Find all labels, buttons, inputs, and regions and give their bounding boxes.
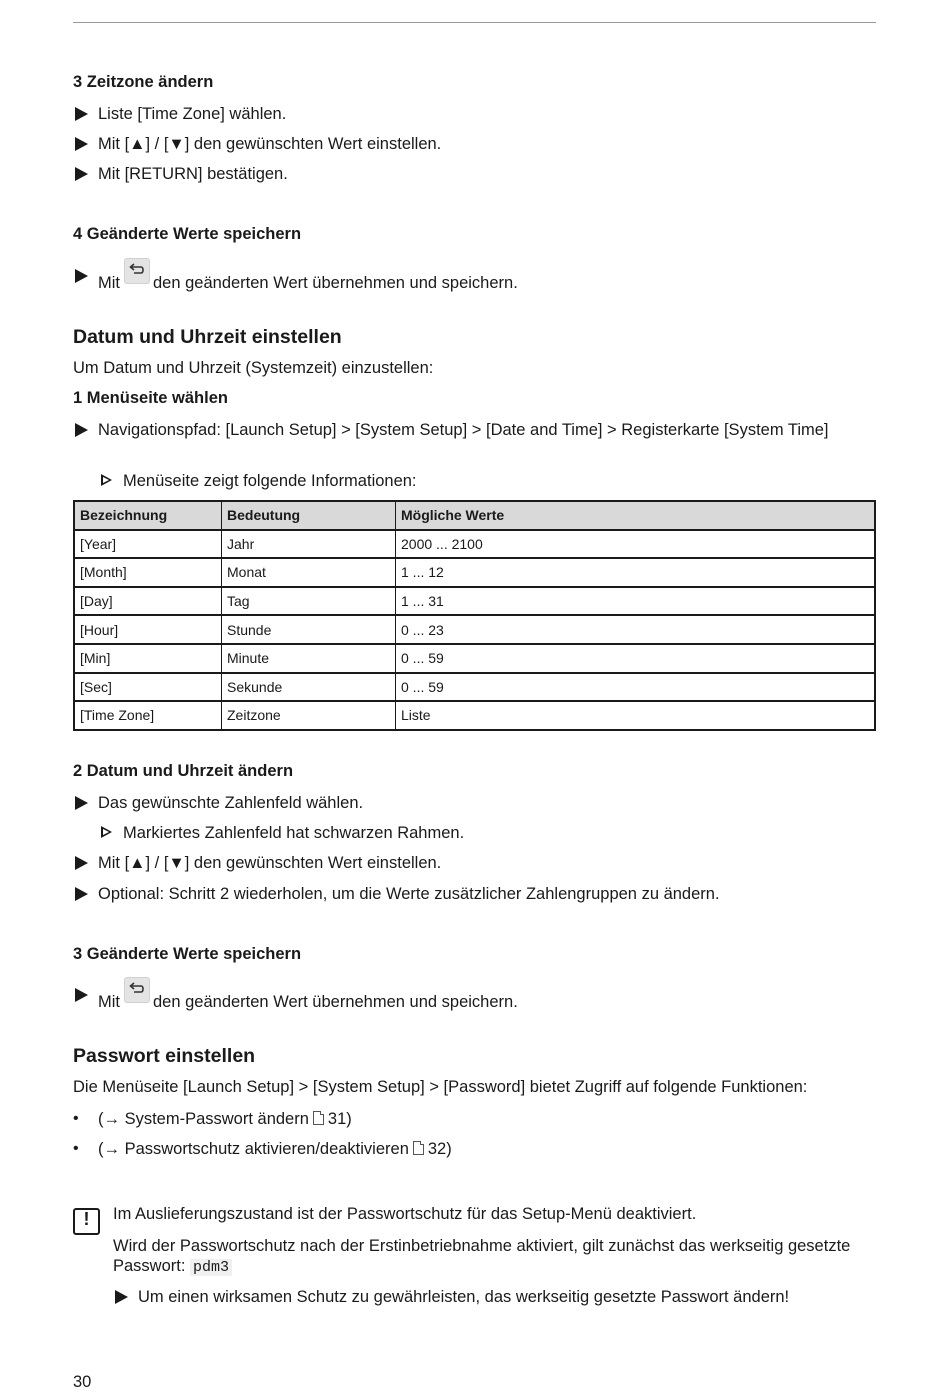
table-cell: Stunde (222, 615, 396, 644)
table-cell: 0 ... 23 (396, 615, 876, 644)
return-icon (124, 258, 150, 284)
table-cell: 1 ... 12 (396, 558, 876, 587)
table-header-cell: Mögliche Werte (396, 501, 876, 530)
bullet-dot: • (73, 1140, 79, 1157)
result-arrow-icon (101, 474, 112, 486)
action-arrow-icon (115, 1290, 128, 1304)
table-cell: Sekunde (222, 673, 396, 702)
warning-note-icon: ! (73, 1208, 100, 1235)
table-cell: Minute (222, 644, 396, 673)
table-cell: [Year] (74, 530, 222, 559)
note-line-1: Im Auslieferungszustand ist der Passwortschutz für das Setup-Menü deaktiviert. (113, 1205, 697, 1223)
note-line-2: Wird der Passwortschutz nach der Erstinbetriebnahme aktiviert, gilt zunächst das werkseitig gesetzte Passwort: pdm3 (113, 1237, 851, 1276)
table-header-cell: Bezeichnung (74, 501, 222, 530)
password-section-intro: Die Menüseite [Launch Setup] > [System Setup] > [Password] bietet Zugriff auf folgende Funktionen: (73, 1078, 808, 1096)
timezone-step-heading: 3 Zeitzone ändern (73, 73, 214, 91)
table-row (74, 558, 875, 587)
date-step1-heading: 1 Menüseite wählen (73, 389, 228, 407)
table-cell: Liste (396, 701, 876, 730)
date-step2-heading: 2 Datum und Uhrzeit ändern (73, 762, 294, 780)
date-section-title: Datum und Uhrzeit einstellen (73, 326, 342, 348)
table-row (74, 644, 875, 673)
table-cell: [Sec] (74, 673, 222, 702)
table-cell: [Hour] (74, 615, 222, 644)
table-header-row (74, 501, 875, 530)
table-cell: [Min] (74, 644, 222, 673)
save-step-1-heading: 4 Geänderte Werte speichern (73, 225, 302, 243)
action-arrow-icon (75, 423, 88, 437)
password-section-title: Passwort einstellen (73, 1045, 256, 1067)
table-header-cell: Bedeutung (222, 501, 396, 530)
table-row (74, 587, 875, 616)
nav-path-bullet: Navigationspfad: [Launch Setup] > [System Setup] > [Date and Time] > Registerkarte [System Time] (73, 420, 876, 462)
table-cell: 1 ... 31 (396, 587, 876, 616)
table-cell: Monat (222, 558, 396, 587)
save-step-2-heading: 3 Geänderte Werte speichern (73, 945, 302, 963)
action-arrow-icon (75, 137, 88, 151)
result-arrow-icon (101, 826, 112, 838)
return-icon (124, 977, 150, 1003)
action-arrow-icon (75, 988, 88, 1002)
page-ref-icon (313, 1111, 324, 1125)
action-arrow-icon (75, 107, 88, 121)
table-cell: Zeitzone (222, 701, 396, 730)
table-row (74, 530, 875, 559)
table-cell: 2000 ... 2100 (396, 530, 876, 559)
table-cell: 0 ... 59 (396, 644, 876, 673)
action-arrow-icon (75, 167, 88, 181)
bullet-dot: • (73, 1110, 79, 1127)
table-row (74, 701, 875, 730)
action-arrow-icon (75, 887, 88, 901)
table-cell: [Month] (74, 558, 222, 587)
table-cell: Tag (222, 587, 396, 616)
action-arrow-icon (75, 796, 88, 810)
top-rule (73, 22, 876, 23)
action-arrow-icon (75, 269, 88, 283)
page-ref-icon (413, 1141, 424, 1155)
table-cell: Jahr (222, 530, 396, 559)
action-arrow-icon (75, 856, 88, 870)
table-row (74, 615, 875, 644)
table-cell: [Time Zone] (74, 701, 222, 730)
page-number: 30 (73, 1373, 92, 1391)
table-cell: 0 ... 59 (396, 673, 876, 702)
date-section-intro: Um Datum und Uhrzeit (Systemzeit) einzustellen: (73, 359, 434, 377)
table-row (74, 673, 875, 702)
default-password: pdm3 (190, 1259, 232, 1276)
table-cell: [Day] (74, 587, 222, 616)
date-time-table (73, 500, 876, 731)
